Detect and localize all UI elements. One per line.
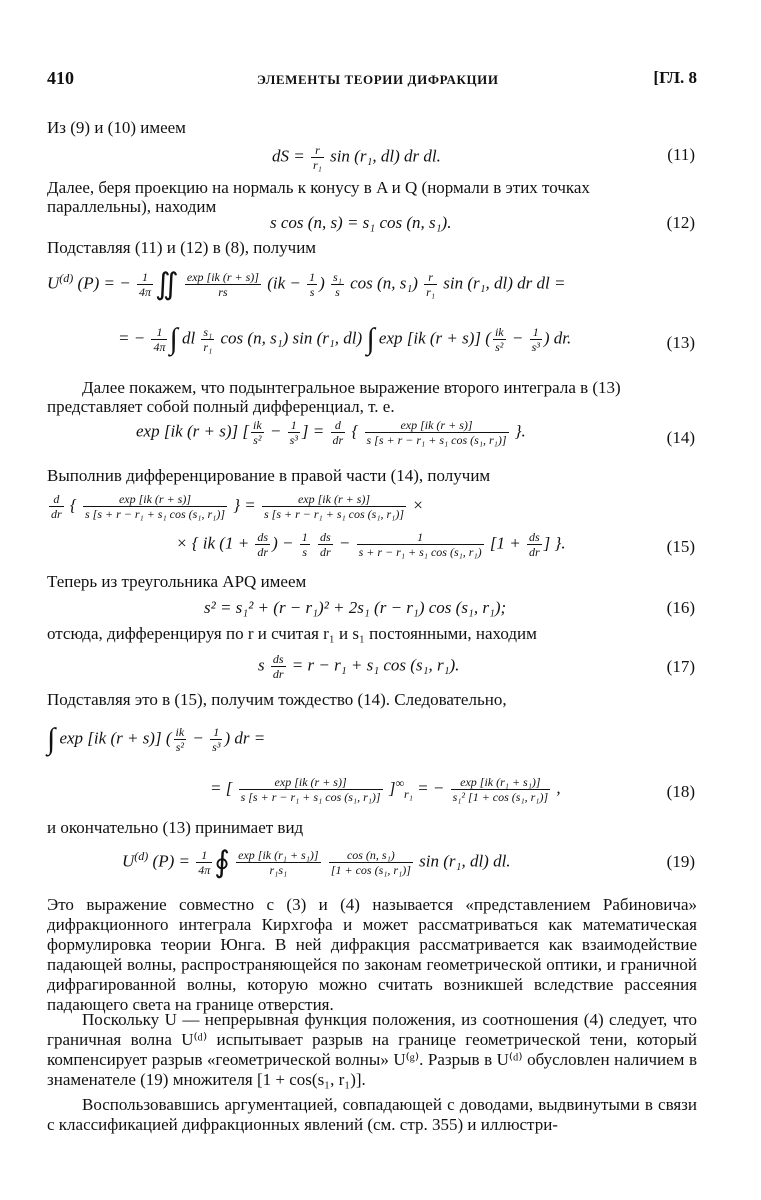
text-line: Выполнив дифференцирование в правой части (14), получим [47,466,491,485]
text-line: Далее покажем, что подынтегральное выражение второго интеграла в (13) [82,378,621,397]
page-number: 410 [47,68,74,88]
equation-13-line-2: = − $\frac{1}{4\pi}$ ∫ dl $\frac{\text{s₁}}{\text{r₁}}$ cos (n, s₁) sin (r₁, dl) ∫ exp [ik (r + s)] ( $\frac{ik}{\text{s²}}$ − $\frac{1}{\text{s³}}$ ) dr. [118,322,572,356]
equation-number: (14) [666,428,695,447]
text-line: отсюда, дифференцируя по r и считая r₁ и s₁ постоянными, находим [47,624,537,643]
chapter-label: [ГЛ. 8 [653,68,697,87]
equation-17: s $\frac{ds}{dr}$ = r − r₁ + s₁ cos (s₁, r₁). [258,652,460,681]
text-line: представляет собой полный дифференциал, т. е. [47,397,395,416]
text-line: и окончательно (13) принимает вид [47,818,304,837]
paragraph: Поскольку U — непрерывная функция положения, из соотношения (4) следует, что граничная волна U⁽ᵈ⁾ испытывает разрыв на границе геометрической тени, который компенсирует разрыв «геометрической волны» U⁽ᵍ⁾. Разрыв в U⁽ᵈ⁾ обусловлен наличием в знаменателе (19) множителя [1 + cos(s₁, r₁)]. [47,1010,697,1089]
equation-14: exp [ik (r + s)] [ $\frac{ik}{\text{s²}}$ − $\frac{1}{\text{s³}}$ ] = $\frac{d}{dr}$ { $\frac{\exp [ik (r + s)]}{\text{s [s + r − r₁ + s₁ cos (s₁, r₁)]}}$ }. [136,418,526,447]
equation-number: (15) [666,537,695,556]
text-line: Из (9) и (10) имеем [47,118,186,137]
equation-16: s² = s₁² + (r − r₁)² + 2s₁ (r − r₁) cos (s₁, r₁); [204,598,507,617]
equation-number: (13) [666,333,695,352]
text-line: параллельны), находим [47,197,217,216]
equation-19: $U^{(d)}$ (P) = $\frac{1}{4\pi}$ ∮ $\frac{\text{exp [ik (r₁ + s₁)]}}{\text{r₁s₁}}$ $\frac{\text{cos (n, s₁)}}{\text{[1 + cos (s₁, r₁)]}}$ sin (r₁, dl) dl. [122,845,511,879]
equation-number: (16) [666,598,695,617]
text-line: Подставляя это в (15), получим тождество (14). Следовательно, [47,690,507,709]
text-line: Далее, беря проекцию на нормаль к конусу в A и Q (нормали в этих точках [47,178,590,197]
equation-number: (19) [666,852,695,871]
equation-11: dS = $\frac{r}{\text{r₁}}$ sin (r₁, dl) dr dl. [272,143,441,172]
equation-number: (11) [667,145,695,164]
equation-13-line-1: $U^{(d)}$ (P) = − $\frac{1}{4\pi}$ ∬ $\frac{\exp [ik (r + s)]}{rs}$ (ik − $\frac{1}{s}$ ) $\frac{\text{s₁}}{s}$ cos (n, s₁) $\frac{r}{\text{r₁}}$ sin (r₁, dl) dr dl = [47,267,566,301]
paragraph: Воспользовавшись аргументацией, совпадающей с доводами, выдвинутыми в связи с классификацией дифракционных явлений (см. стр. 355) и иллюстри- [47,1095,697,1134]
equation-15-line-1: $\frac{d}{dr}$ { $\frac{\exp [ik (r + s)]}{\text{s [s + r − r₁ + s₁ cos (s₁, r₁)]}}$ } = $\frac{\exp [ik (r + s)]}{\text{s [s + r − r₁ + s₁ cos (s₁, r₁)]}}$ × [51,492,424,521]
equation-18-line-1: ∫ exp [ik (r + s)] ( $\frac{ik}{\text{s²}}$ − $\frac{1}{\text{s³}}$ ) dr = [47,722,266,756]
equation-number: (12) [666,213,695,232]
equation-15-line-2: × { ik (1 + $\frac{ds}{dr}$ ) − $\frac{1}{s}$ $\frac{ds}{dr}$ − $\frac{1}{\text{s + r − r₁ + s₁ cos (s₁, r₁)}}$ [1 + $\frac{ds}{dr}$ ] }. [176,530,566,559]
equation-number: (18) [666,782,695,801]
equation-18-line-2: = [ $\frac{\exp [ik (r + s)]}{\text{s [s + r − r₁ + s₁ cos (s₁, r₁)]}}$ ]$^\infty_{r_1}$ = − $\frac{\text{exp [ik (r₁ + s₁)]}}{\text{s₁² [1 + cos (s₁, r₁)]}}$ , [210,775,561,805]
text-line: Подставляя (11) и (12) в (8), получим [47,238,317,257]
equation-number: (17) [666,657,695,676]
paragraph: Это выражение совместно с (3) и (4) называется «представлением Рабиновича» дифракционного интеграла Кирхгофа и может рассматриваться как математическая формулировка теории Юнга. В ней дифракция рассматривается как взаимодействие падающей волны, распространяющейся по законам геометрической оптики, и граничной дифрагированной волны, которую можно считать возникшей вследствие рассеяния падающего света на границе отверстия. [47,895,697,1014]
text-line: Теперь из треугольника APQ имеем [47,572,307,591]
equation-12: s cos (n, s) = s₁ cos (n, s₁). [270,213,452,232]
running-title: ЭЛЕМЕНТЫ ТЕОРИИ ДИФРАКЦИИ [257,72,499,87]
page-header [47,68,697,92]
